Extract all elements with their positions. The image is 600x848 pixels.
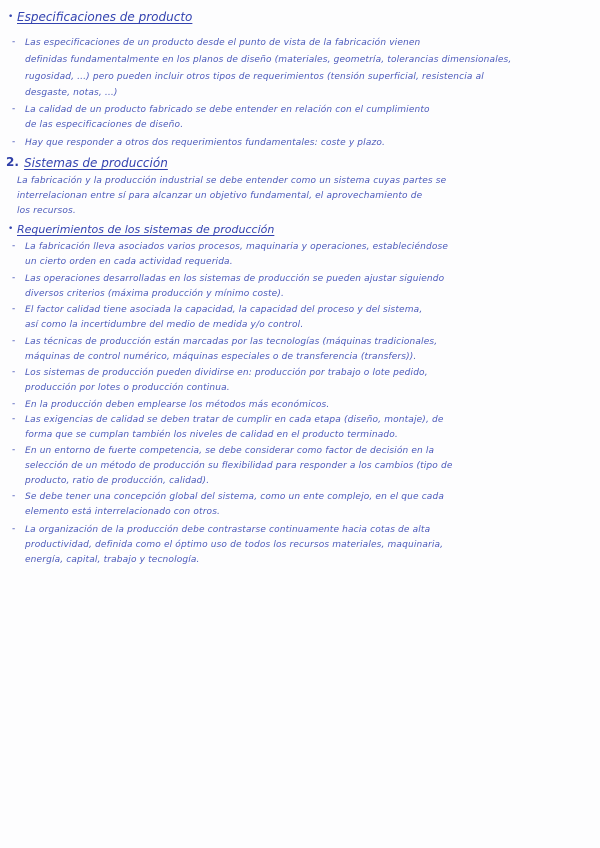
text-line: La calidad de un producto fabricado se debe entender en relación con el cumplimiento: [25, 105, 430, 115]
section-heading-requerimientos: Requerimientos de los sistemas de producción: [17, 223, 275, 236]
text-line: Los sistemas de producción pueden dividirse en: producción por trabajo o lote pedido,: [25, 368, 428, 378]
section-number: 2.: [6, 155, 19, 169]
dash-marker: -: [12, 137, 16, 147]
dash-marker: -: [12, 104, 16, 114]
text-line: así como la incertidumbre del medio de medida y/o control.: [25, 320, 304, 330]
text-line: de las especificaciones de diseño.: [25, 120, 184, 130]
text-line: La organización de la producción debe contrastarse continuamente hacia cotas de alta: [25, 525, 431, 535]
text-line: energía, capital, trabajo y tecnología.: [25, 555, 200, 565]
text-line: En la producción deben emplearse los métodos más económicos.: [25, 400, 330, 410]
text-line: desgaste, notas, ...): [25, 88, 118, 98]
text-line: producción por lotes o producción continua.: [25, 383, 230, 393]
text-line: producto, ratio de producción, calidad).: [25, 476, 210, 486]
text-line: los recursos.: [17, 206, 76, 216]
section-heading-sistemas: Sistemas de producción: [24, 156, 168, 170]
dash-marker: -: [12, 273, 16, 283]
text-line: Las especificaciones de un producto desde el punto de vista de la fabricación vienen: [25, 38, 421, 48]
text-line: un cierto orden en cada actividad requerida.: [25, 257, 233, 267]
bullet-marker: •: [8, 12, 14, 22]
dash-marker: -: [12, 414, 16, 424]
text-line: máquinas de control numérico, máquinas especiales o de transferencia (transfers)).: [25, 352, 417, 362]
dash-marker: -: [12, 399, 16, 409]
text-line: productividad, definida como el óptimo uso de todos los recursos materiales, maquinaria,: [25, 540, 444, 550]
text-line: selección de un método de producción su flexibilidad para responder a los cambios (tipo de: [25, 461, 453, 471]
text-line: Hay que responder a otros dos requerimientos fundamentales: coste y plazo.: [25, 138, 386, 148]
text-line: rugosidad, ...) pero pueden incluir otros tipos de requerimientos (tensión superficial, resistencia al: [25, 72, 484, 82]
text-line: La fabricación y la producción industrial se debe entender como un sistema cuyas partes se: [17, 176, 447, 186]
text-line: diversos criterios (máxima producción y mínimo coste).: [25, 289, 285, 299]
section-heading-especificaciones: Especificaciones de producto: [17, 10, 193, 24]
dash-marker: -: [12, 524, 16, 534]
text-line: El factor calidad tiene asociada la capacidad, la capacidad del proceso y del sistema,: [25, 305, 423, 315]
text-line: En un entorno de fuerte competencia, se debe considerar como factor de decisión en la: [25, 446, 435, 456]
text-line: interrelacionan entre sí para alcanzar un objetivo fundamental, el aprovechamiento de: [17, 191, 423, 201]
dash-marker: -: [12, 491, 16, 501]
dash-marker: -: [12, 445, 16, 455]
text-line: definidas fundamentalmente en los planos de diseño (materiales, geometría, tolerancias dimensionales,: [25, 55, 512, 65]
text-line: forma que se cumplan también los niveles de calidad en el producto terminado.: [25, 430, 398, 440]
dash-marker: -: [12, 336, 16, 346]
dash-marker: -: [12, 367, 16, 377]
dash-marker: -: [12, 304, 16, 314]
text-line: Las exigencias de calidad se deben tratar de cumplir en cada etapa (diseño, montaje), de: [25, 415, 444, 425]
text-line: La fabricación lleva asociados varios procesos, maquinaria y operaciones, estableciéndose: [25, 242, 449, 252]
bullet-marker: •: [8, 224, 14, 234]
dash-marker: -: [12, 37, 16, 47]
text-line: Las operaciones desarrolladas en los sistemas de producción se pueden ajustar siguiendo: [25, 274, 445, 284]
text-line: Las técnicas de producción están marcadas por las tecnologías (máquinas tradicionales,: [25, 337, 438, 347]
text-line: Se debe tener una concepción global del sistema, como un ente complejo, en el que cada: [25, 492, 445, 502]
dash-marker: -: [12, 241, 16, 251]
text-line: elemento está interrelacionado con otros.: [25, 507, 221, 517]
